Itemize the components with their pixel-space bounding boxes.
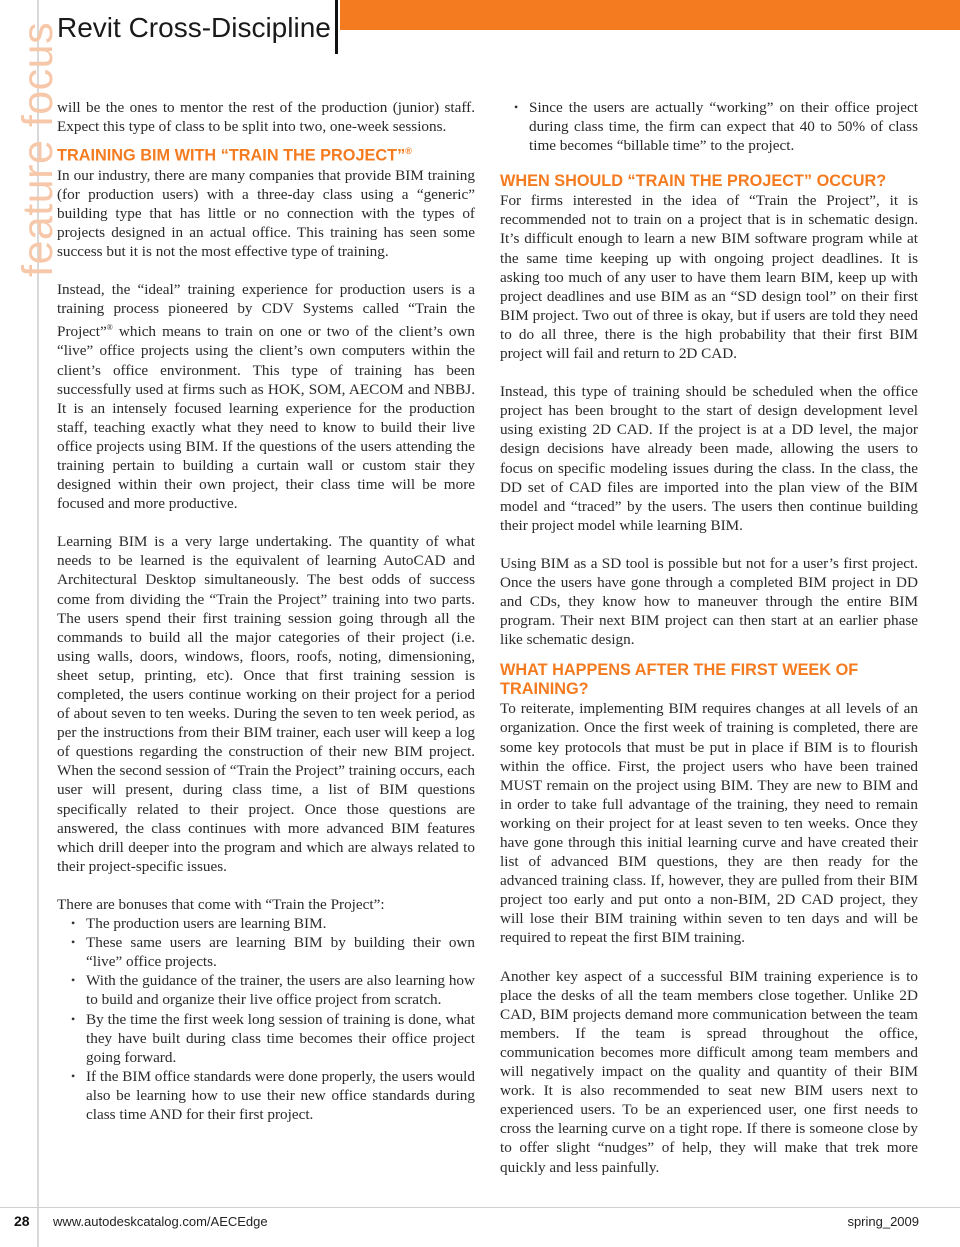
intro-paragraph: will be the ones to mentor the rest of the production (junior) staff. Expect this type of class to be split into two, one-week sessions. xyxy=(57,99,475,136)
paragraph: In our industry, there are many companies that provide BIM training (for production users) with a three-day class using a “generic” building type that has little or no connection with the types of projects designed in an actual office. This training has seen some success but it is not the most effective type of training. xyxy=(57,166,475,260)
paragraph: Learning BIM is a very large undertaking. The quantity of what needs to be learned is the equivalent of learning AutoCAD and Architectural Desktop simultaneously. The best odds of success come from dividing the “Train the Project” training into two parts. The users spend their first training session going through all the commands to build all the major categories of their project (i.e. using walls, doors, windows, floors, roofs, noting, dimensioning, sheet setup, printing, etc). Once that first training session is completed, the users continue working on their project for a period of about seven to ten weeks. During the seven to ten week period, as per the instructions from their BIM trainer, each user will keep a log of questions regarding the construction of their new BIM project. When the second session of “Train the Project” training occurs, each user will present, during class time, a list of BIM questions specifically related to their project. Once those questions are answered, the class continues with more advanced BIM features which drill deeper into the program and which are always related to their project-specific issues. xyxy=(57,533,475,875)
header-divider xyxy=(335,0,338,54)
heading-when-should: WHEN SHOULD “TRAIN THE PROJECT” OCCUR? xyxy=(500,172,887,191)
paragraph: Instead, the “ideal” training experience for production users is a training process pioneered by CDV Systems called “Train the Project”® which means to train on one or two of the client’s own “live” office projects using the client’s own computers within the client’s office environment. This type of training has been successfully used at firms such as HOK, SOM, AECOM and NBBJ. It is an intensely focused learning experience for the production staff, teaching exactly what they need to know to build their live office projects using BIM. If the questions of the users attending the training pertain to building a curtain wall or custom stair they designed within their own project, their class time will be more focused and more productive. xyxy=(57,281,475,513)
list-item: • By the time the first week long session of training is done, what they have built during class time becomes their office project going forward. xyxy=(57,1010,475,1067)
paragraph: Another key aspect of a successful BIM training experience is to place the desks of all the team members close together. Unlike 2D CAD, BIM projects demand more communication between the team members. If the team is spread throughout the office, communication becomes more difficult among team members and will negatively impact on the quality and quantity of their BIM work. It is also recommended to seat new BIM users next to experienced users. To be an experienced user, one first needs to cross the learning curve on a tight rope. If there is someone close by to offer slight “nudges” of help, they will make that trek more quickly and less painfully. xyxy=(500,967,918,1176)
issue-label: spring_2009 xyxy=(847,1214,919,1229)
registered-mark: ® xyxy=(106,323,113,333)
page-title: Revit Cross-Discipline xyxy=(57,12,331,43)
section-label: feature focus xyxy=(14,21,62,277)
paragraph: There are bonuses that come with “Train the Project”: xyxy=(57,895,385,913)
list-item: • If the BIM office standards were done properly, the users would also be learning how to use their new office standards during class time AND for their first project. xyxy=(57,1067,475,1124)
paragraph: Using BIM as a SD tool is possible but not for a user’s first project. Once the users have gone through a completed BIM project in DD and CDs, they know how to maneuver through the entire BIM program. Their next BIM project can then start at an earlier phase like schematic design. xyxy=(500,554,918,649)
header-accent-bar xyxy=(340,0,960,30)
paragraph: To reiterate, implementing BIM requires changes at all levels of an organization. Once the first week of training is completed, there are some key protocols that must be put in place if BIM is to flourish within the office. First, the project users who have been trained MUST remain on the project using BIM. They are new to BIM and in order to take full advantage of the training, they need to remain working on their project for at least seven to ten weeks. Once they have gone through this initial learning curve and have created their list of advanced BIM questions, they are then ready for the advanced training class. If, however, they are pulled from their BIM project too early and put onto a non-BIM, 2D CAD project, they will lose their BIM training within seven to ten days and will be required to repeat the first BIM training. xyxy=(500,700,918,947)
heading-train-the-project: TRAINING BIM WITH “TRAIN THE PROJECT”® xyxy=(57,146,412,165)
list-item: • Since the users are actually “working” on their office project during class time, the firm can expect that 40 to 50% of class time becomes “billable time” to the project. xyxy=(500,98,918,155)
list-item: • With the guidance of the trainer, the users are also learning how to build and organize their live office project from scratch. xyxy=(57,971,475,1009)
right-column xyxy=(500,98,918,1177)
left-column xyxy=(57,98,475,1124)
bonus-list xyxy=(57,914,475,1124)
list-item: • The production users are learning BIM. xyxy=(57,914,475,933)
bonus-list-continued xyxy=(500,98,918,155)
footer-url-link[interactable]: www.autodeskcatalog.com/AECEdge xyxy=(53,1214,268,1229)
registered-mark: ® xyxy=(405,146,412,157)
paragraph: For firms interested in the idea of “Train the Project”, it is recommended not to train on a project that is in schematic design. It’s difficult enough to learn a new BIM software program while at the same time keeping up with ongoing project deadlines. It is asking too much of any user to have them learn BIM, keep up with project deadlines and use BIM as an “SD design tool” on their first BIM project. Two out of three is okay, but if users are told they need to do all three, there is the high probability that their first BIM project will fail and return to 2D CAD. xyxy=(500,192,918,363)
list-item: • These same users are learning BIM by building their own “live” office projects. xyxy=(57,933,475,971)
paragraph: Instead, this type of training should be scheduled when the office project has been brought to the start of design development level using existing 2D CAD. If the project is at a DD level, the major design decisions have already been made, allowing the users to focus on specific modeling issues during the class. In the class, the DD set of CAD files are imported into the plan view of the BIM model and “traced” by the users. The users then continue building their project model while learning BIM. xyxy=(500,383,918,534)
heading-what-happens-after: WHAT HAPPENS AFTER THE FIRST WEEK OF TRAINING? xyxy=(500,661,859,699)
footer-divider xyxy=(0,1207,960,1208)
page-number: 28 xyxy=(14,1213,30,1229)
